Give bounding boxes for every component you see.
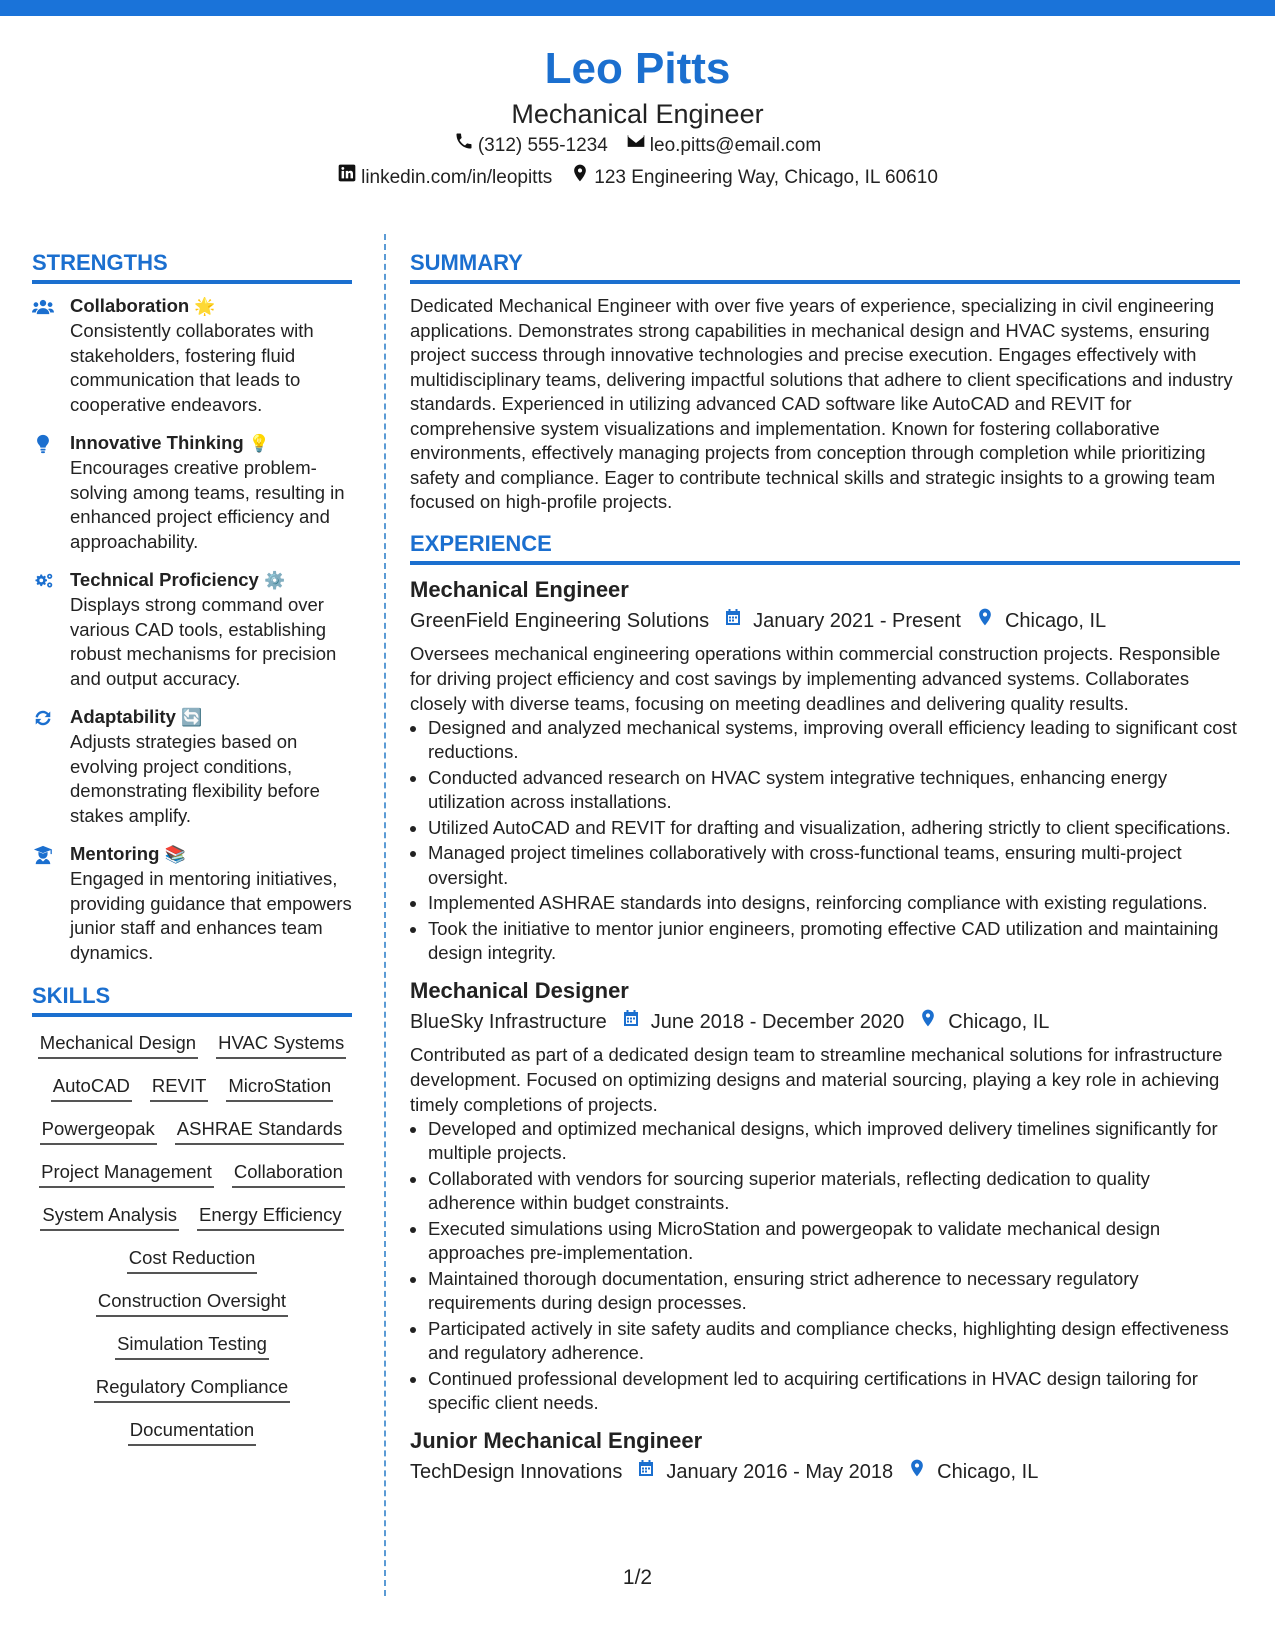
strength-body [70, 568, 352, 691]
job-location-text: Chicago, IL [937, 1460, 1039, 1483]
job-bullet: • Collaborated with vendors for sourcing superior materials, reflecting dedication to quality adherence within budget constraints. [428, 1167, 1240, 1216]
strength-body [70, 842, 352, 965]
linkedin-icon [337, 162, 357, 194]
job-description: Oversees mechanical engineering operations within commercial construction projects. Responsible for driving project efficiency and cost savings by implementing advanced systems. Collaborates closely with diverse teams, focusing on meeting deadlines and delivering quality results. [410, 642, 1221, 714]
linkedin-text[interactable]: linkedin.com/in/leopitts [361, 167, 553, 188]
map-pin-icon [975, 605, 995, 637]
strength-title [70, 294, 352, 319]
cogs-icon [32, 568, 70, 691]
job-role: Mechanical Engineer [410, 576, 629, 602]
skill-tag: Simulation Testing [115, 1330, 269, 1360]
strength-desc: Displays strong command over various CAD tools, establishing robust mechanisms for precision and output accuracy. [70, 594, 337, 689]
map-pin-icon [918, 1006, 938, 1038]
strength-title [70, 705, 352, 730]
job-bullet: • Utilized AutoCAD and REVIT for drafting and visualization, adhering strictly to client specifications. [428, 816, 1240, 841]
calendar-icon [621, 1006, 641, 1038]
job-location [918, 1006, 1049, 1038]
job-dates [621, 1006, 905, 1038]
linkedin-contact[interactable] [337, 162, 552, 194]
job-location [907, 1456, 1038, 1488]
skill-tag: AutoCAD [51, 1072, 132, 1102]
sync-icon [32, 705, 70, 828]
job-dates-text: January 2016 - May 2018 [666, 1460, 894, 1483]
star-emoji-icon: 🌟 [194, 297, 216, 317]
strength-desc: Encourages creative problem-solving among teams, resulting in enhanced project efficiency and approachability. [70, 457, 345, 552]
strength-desc: Adjusts strategies based on evolving project conditions, demonstrating flexibility before stakes amplify. [70, 731, 320, 826]
lightbulb-icon [32, 431, 70, 554]
skills-list [32, 1029, 352, 1446]
strength-item [32, 842, 352, 965]
page-number: 1/2 [622, 1566, 653, 1589]
left-column [32, 246, 352, 1446]
skill-tag: Powergeopak [40, 1115, 157, 1145]
skill-tag: Collaboration [232, 1158, 345, 1188]
job-description: Contributed as part of a dedicated design team to streamline mechanical solutions for infrastructure development. Focused on optimizing designs and material sourcing, playing a key role in achieving timely completions of projects. [410, 1043, 1223, 1115]
job-bullet: • Maintained thorough documentation, ensuring strict adherence to necessary regulatory requirements during design processes. [428, 1267, 1240, 1316]
skill-tag: REVIT [150, 1072, 208, 1102]
strength-body [70, 294, 352, 417]
phone-text: (312) 555-1234 [477, 135, 608, 156]
arrows-emoji-icon: 🔄 [181, 708, 203, 728]
strength-item [32, 568, 352, 691]
strength-title [70, 568, 352, 593]
job-bullet: • Developed and optimized mechanical designs, which improved delivery timelines significantly for multiple projects. [428, 1117, 1240, 1166]
skill-tag: Documentation [128, 1416, 256, 1446]
contact-row-2 [0, 162, 1275, 194]
candidate-name: Leo Pitts [544, 44, 731, 93]
calendar-icon [723, 605, 743, 637]
strength-item [32, 431, 352, 554]
strength-title-text: Collaboration [70, 295, 190, 316]
job-location-text: Chicago, IL [948, 1010, 1050, 1033]
skill-tag: Energy Efficiency [197, 1201, 344, 1231]
job-dates [723, 605, 961, 637]
job-entry [410, 575, 1240, 966]
skill-tag: HVAC Systems [216, 1029, 346, 1059]
job-entry [410, 1426, 1240, 1488]
column-divider [384, 234, 386, 1596]
email-text[interactable]: leo.pitts@email.com [649, 135, 822, 156]
gear-emoji-icon: ⚙️ [263, 571, 286, 591]
strength-desc: Engaged in mentoring initiatives, providing guidance that empowers junior staff and enhances team dynamics. [70, 868, 352, 963]
strength-title-text: Mentoring [70, 843, 160, 864]
top-accent-bar [0, 0, 1275, 16]
right-column [410, 246, 1240, 1498]
lightbulb-emoji-icon: 💡 [248, 434, 271, 454]
strength-item [32, 705, 352, 828]
skill-tag: Construction Oversight [96, 1287, 288, 1317]
strength-title [70, 431, 352, 456]
skill-tag: Project Management [39, 1158, 214, 1188]
strength-title-text: Technical Proficiency [70, 569, 259, 590]
contact-row-1 [0, 130, 1275, 162]
address-contact [570, 162, 938, 194]
strength-body [70, 705, 352, 828]
job-location-text: Chicago, IL [1004, 609, 1107, 632]
calendar-icon [636, 1456, 656, 1488]
job-meta [410, 1456, 1240, 1488]
company-name: TechDesign Innovations [410, 1460, 623, 1483]
users-icon [32, 294, 70, 417]
email-contact[interactable] [626, 130, 821, 162]
job-bullet: • Designed and analyzed mechanical systems, improving overall efficiency leading to significant cost reductions. [428, 716, 1240, 765]
skill-tag: Cost Reduction [127, 1244, 257, 1274]
company-name: BlueSky Infrastructure [410, 1010, 607, 1033]
job-meta [410, 605, 1240, 637]
strength-title-text: Adaptability [70, 706, 176, 727]
strengths-heading: STRENGTHS [32, 246, 352, 284]
job-bullet: • Continued professional development led to acquiring certifications in HVAC design tailoring for specific client needs. [428, 1367, 1240, 1416]
job-bullet: • Conducted advanced research on HVAC system integrative techniques, enhancing energy utilization across installations. [428, 766, 1240, 815]
map-pin-icon [907, 1456, 927, 1488]
summary-text: Dedicated Mechanical Engineer with over five years of experience, specializing in civil engineering applications. Demonstrates strong capabilities in mechanical design and HVAC systems, ensuring project success through innovative technologies and precise execution. Engages effectively with multidisciplinary teams, delivering impactful solutions that adhere to client specifications and industry standards. Experienced in utilizing advanced CAD software like AutoCAD and REVIT for comprehensive system visualizations and implementation. Known for fostering collaborative environments, effectively managing projects from conception through completion while prioritizing safety and compliance. Eager to contribute technical skills and strategic insights to a growing team focused on high-profile projects. [410, 295, 1233, 512]
job-bullet: • Executed simulations using MicroStation and powergeopak to validate mechanical design approaches pre-implementation. [428, 1217, 1240, 1266]
skill-tag: System Analysis [40, 1201, 179, 1231]
job-meta [410, 1006, 1240, 1038]
strength-title [70, 842, 352, 867]
job-bullets [410, 716, 1240, 966]
company-name: GreenField Engineering Solutions [410, 609, 710, 632]
job-role: Mechanical Designer [410, 977, 629, 1003]
job-location [975, 605, 1106, 637]
job-dates-text: January 2021 - Present [753, 609, 961, 632]
job-bullet: • Managed project timelines collaboratively with cross-functional teams, ensuring multi-project oversight. [428, 841, 1240, 890]
phone-icon [454, 130, 474, 162]
skill-tag: Regulatory Compliance [94, 1373, 290, 1403]
map-pin-icon [570, 162, 590, 194]
summary-heading: SUMMARY [410, 246, 1240, 284]
skill-tag: MicroStation [226, 1072, 333, 1102]
job-bullet: • Participated actively in site safety audits and compliance checks, highlighting design effectiveness and regulatory adherence. [428, 1317, 1240, 1366]
job-dates-text: June 2018 - December 2020 [650, 1010, 905, 1033]
job-bullets [410, 1117, 1240, 1416]
graduate-icon [32, 842, 70, 965]
phone-contact [454, 130, 608, 162]
job-bullet: • Took the initiative to mentor junior engineers, promoting effective CAD utilization and maintaining design integrity. [428, 917, 1240, 966]
strength-item [32, 294, 352, 417]
strength-body [70, 431, 352, 554]
job-dates [636, 1456, 893, 1488]
skills-heading: SKILLS [32, 979, 352, 1017]
job-bullet: • Implemented ASHRAE standards into designs, reinforcing compliance with existing regulations. [428, 891, 1240, 916]
candidate-title: Mechanical Engineer [511, 99, 764, 129]
envelope-icon [626, 130, 646, 162]
job-role: Junior Mechanical Engineer [410, 1427, 703, 1453]
experience-heading: EXPERIENCE [410, 527, 1240, 565]
strength-title-text: Innovative Thinking [70, 432, 244, 453]
strength-desc: Consistently collaborates with stakeholders, fostering fluid communication that leads to cooperative endeavors. [70, 320, 314, 415]
books-emoji-icon: 📚 [164, 845, 186, 865]
job-entry [410, 976, 1240, 1416]
skill-tag: ASHRAE Standards [175, 1115, 345, 1145]
resume-header [0, 40, 1275, 194]
skill-tag: Mechanical Design [38, 1029, 198, 1059]
address-text: 123 Engineering Way, Chicago, IL 60610 [594, 167, 938, 188]
